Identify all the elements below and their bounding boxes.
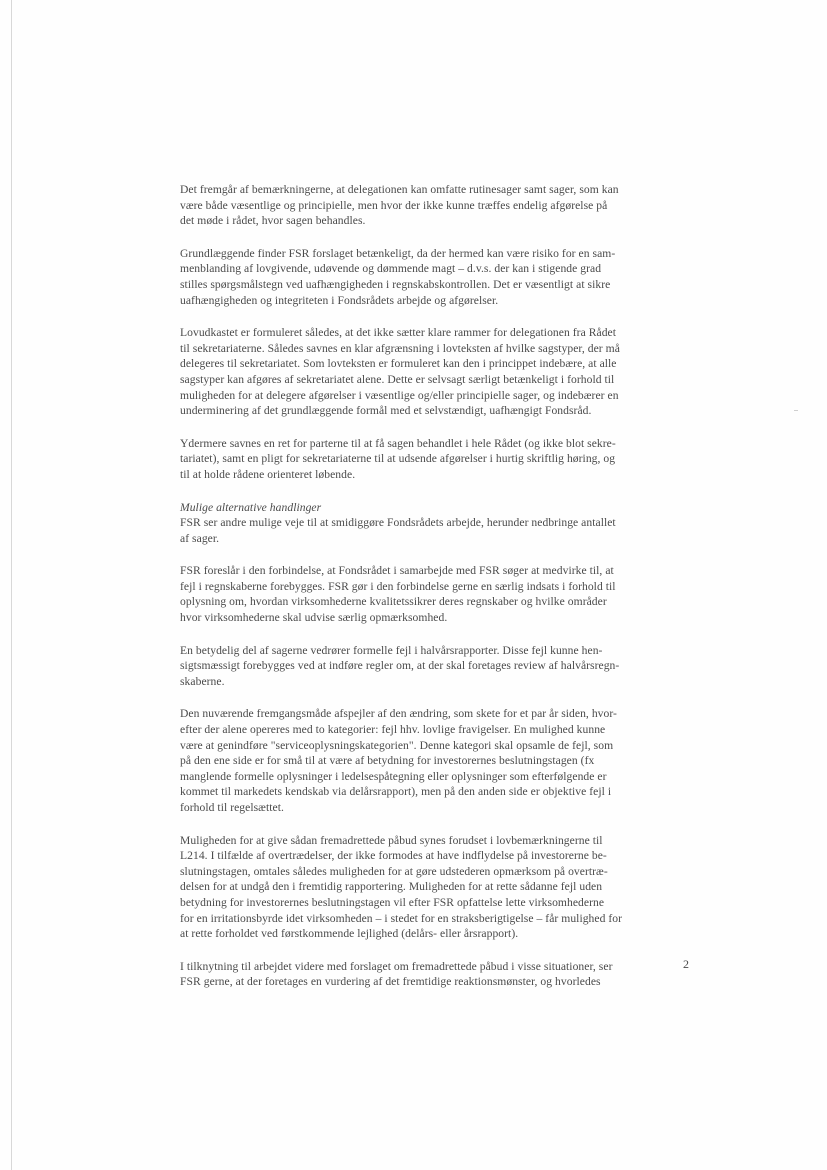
text-line: delsen for at undgå den i fremtidig rapportering. Muligheden for at rette sådanne fejl uden <box>180 880 603 894</box>
paragraph <box>180 833 690 942</box>
text-line: efter der alene opereres med to kategorier: fejl hhv. lovlige fravigelser. En mulighed kunne <box>180 723 606 737</box>
text-line: Lovudkastet er formuleret således, at det ikke sætter klare rammer for delegationen fra Rådet <box>180 326 617 340</box>
text-line: oplysning om, hvordan virksomhederne kvalitetssikrer deres regnskaber og hvilke områder <box>180 595 607 609</box>
text-line: af sager. <box>180 531 220 545</box>
scan-edge-line <box>11 0 12 1170</box>
text-line: det møde i rådet, hvor sagen behandles. <box>180 214 366 228</box>
text-line: forhold til regelsættet. <box>180 801 284 814</box>
text-line: FSR ser andre mulige veje til at smidiggøre Fondsrådets arbejde, herunder nedbringe antallet <box>180 516 616 530</box>
paragraph <box>180 246 690 308</box>
text-line: tariatet), samt en pligt for sekretariaterne til at udsende afgørelser i hurtig skriftlig høring, og <box>180 452 616 466</box>
text-line: muligheden for at delegere afgørelser i væsentlige og/eller principielle sager, og indebærer en <box>180 388 619 402</box>
text-line: fejl i regnskaberne forebygges. FSR gør i den forbindelse gerne en særlig indsats i forhold til <box>180 579 616 593</box>
page-number: 2 <box>683 957 689 971</box>
text-line: være både væsentlige og principielle, men hvor der ikke kunne træffes endelig afgørelse på <box>180 198 608 212</box>
paragraph <box>180 325 690 419</box>
text-line: stilles spørgsmålstegn ved uafhængigheden i regnskabskontrollen. Det er væsentligt at sikre <box>180 277 611 291</box>
text-line: uafhængigheden og integriteten i Fondsrådets arbejde og afgørelser. <box>180 293 499 307</box>
text-line: til sekretariaterne. Således savnes en klar afgrænsning i lovteksten af hvilke sagstyper, der må <box>180 341 620 355</box>
text-line: Muligheden for at give sådan fremadrettede påbud synes forudset i lovbemærkningerne til <box>180 833 603 847</box>
text-line: slutningstagen, omtales således muligheden for at gøre udstederen opmærksom på overtræ- <box>180 864 608 878</box>
text-line: til at holde rådene orienteret løbende. <box>180 467 356 481</box>
text-line: FSR gerne, at der foretages en vurdering af det fremtidige reaktionsmønster, og hvorledes <box>180 975 601 989</box>
paragraph <box>180 643 690 690</box>
section-heading: Mulige alternative handlinger <box>180 500 322 514</box>
text-line: kommet til markedets kendskab via delårsrapport), men på den anden side er objektive fejl i <box>180 785 612 799</box>
text-line: manglende formelle oplysninger i ledelsespåtegning eller oplysninger som efterfølgende er <box>180 769 607 783</box>
text-line: Ydermere savnes en ret for parterne til at få sagen behandlet i hele Rådet (og ikke blot sekre- <box>180 436 616 450</box>
text-line: underminering af det grundlæggende formål med et selvstændigt, uafhængigt Fondsråd. <box>180 404 592 418</box>
text-line: menblanding af lovgivende, udøvende og dømmende magt – d.v.s. der kan i stigende grad <box>180 262 602 276</box>
paragraph <box>180 706 690 815</box>
text-line: Det fremgår af bemærkningerne, at delegationen kan omfatte rutinesager samt sager, som kan <box>180 183 619 196</box>
text-line: på den ene side er for små til at være af betydning for investorernes beslutningstagen (fx <box>180 754 595 768</box>
text-line: Grundlæggende finder FSR forslaget betænkeligt, da der hermed kan være risiko for en sam- <box>180 246 616 260</box>
text-line: at rette forholdet ved førstkommende lejlighed (delårs- eller årsrapport). <box>180 927 519 941</box>
text-line: I tilknytning til arbejdet videre med forslaget om fremadrettede påbud i visse situationer, ser <box>180 959 613 973</box>
text-line: L214. I tilfælde af overtrædelser, der ikke formodes at have indflydelse på investorerne be- <box>180 849 607 863</box>
paragraph <box>180 436 690 483</box>
paragraph <box>180 182 690 229</box>
text-line: sigtsmæssigt forebygges ved at indføre regler om, at der skal foretages review af halvårsregn- <box>180 659 620 673</box>
paragraph <box>180 563 690 625</box>
text-line: skaberne. <box>180 674 225 688</box>
text-line: være at genindføre "serviceoplysningskategorien". Denne kategori skal opsamle de fejl, som <box>180 738 614 752</box>
paragraph <box>180 500 690 547</box>
text-line: FSR foreslår i den forbindelse, at Fondsrådet i samarbejde med FSR søger at medvirke til, at <box>180 564 614 578</box>
scan-speck <box>794 410 798 411</box>
paragraph <box>180 959 690 990</box>
text-line: En betydelig del af sagerne vedrører formelle fejl i halvårsrapporter. Disse fejl kunne hen- <box>180 643 603 657</box>
text-line: Den nuværende fremgangsmåde afspejler af den ændring, som skete for et par år siden, hvor- <box>180 707 617 721</box>
document-body <box>180 182 690 1007</box>
text-line: betydning for investorernes beslutningstagen vil efter FSR opfattelse lette virksomhederne <box>180 895 605 909</box>
text-line: hvor virksomhederne skal udvise særlig opmærksomhed. <box>180 611 448 625</box>
text-line: delegeres til sekretariatet. Som lovteksten er formuleret kan den i princippet indebære, at alle <box>180 357 617 371</box>
text-line: sagstyper kan afgøres af sekretariatet alene. Dette er selvsagt særligt betænkeligt i forhold til <box>180 372 615 386</box>
text-line: for en irritationsbyrde idet virksomheden – i stedet for en straksberigtigelse – får mulighed for <box>180 911 623 925</box>
